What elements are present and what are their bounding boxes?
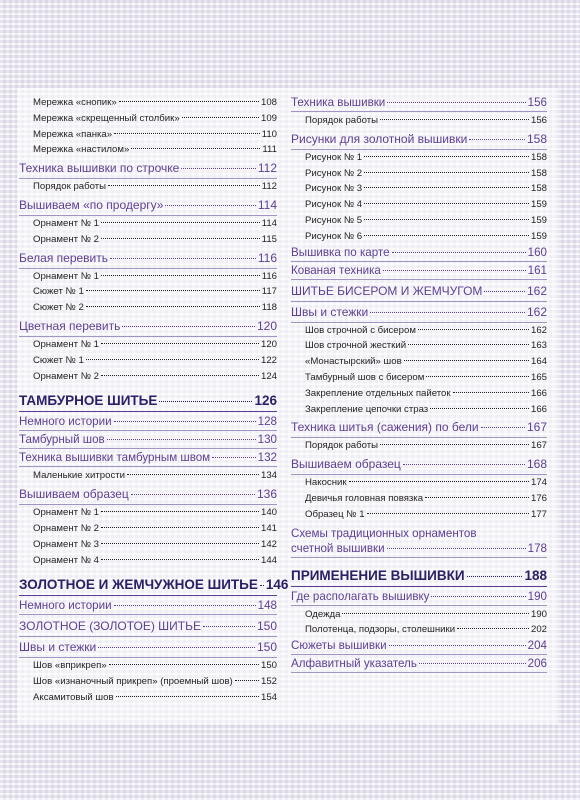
toc-page-number: 177 <box>530 508 547 520</box>
toc-subentry <box>291 213 547 229</box>
dot-leader <box>380 444 529 445</box>
toc-entry-title: Схемы традиционных орнаментов <box>291 526 477 540</box>
dot-leader <box>430 408 529 409</box>
toc-subentry <box>291 197 547 213</box>
toc-subentry <box>291 622 547 638</box>
dot-leader <box>457 628 529 629</box>
dot-leader <box>364 203 529 204</box>
toc-subentry <box>19 521 277 537</box>
dot-leader <box>101 527 259 528</box>
toc-entry-title: ЗОЛОТНОЕ (ЗОЛОТОЕ) ШИТЬЕ <box>19 619 201 634</box>
dot-leader <box>389 645 526 646</box>
toc-entry-title: Сюжет № 1 <box>33 354 84 366</box>
dot-leader <box>467 576 523 577</box>
toc-subentry <box>19 127 277 143</box>
dot-leader <box>116 696 259 697</box>
toc-section <box>291 95 547 112</box>
toc-entry-title: Рисунки для золотной вышивки <box>291 131 468 146</box>
toc-entry-title: Техника вышивки по строчке <box>19 161 180 176</box>
toc-entry-title: Вышиваем образец <box>291 457 401 472</box>
toc-entry-title: Орнамент № 1 <box>33 338 100 350</box>
toc-left-column <box>19 95 289 706</box>
toc-page-number: 150 <box>256 640 277 655</box>
toc-page-number: 176 <box>530 492 547 504</box>
toc-page-number: 120 <box>256 318 277 333</box>
toc-entry-title: Сюжет № 1 <box>33 286 84 298</box>
toc-chapter <box>19 384 277 412</box>
toc-section <box>19 316 277 337</box>
dot-leader <box>101 238 260 239</box>
toc-page-number: 158 <box>530 183 547 195</box>
dot-leader <box>107 439 256 440</box>
toc-section <box>291 589 547 606</box>
toc-entry-title: Шов «изнаночный прикреп» (проемный шов) <box>33 676 233 688</box>
toc-entry-title: Швы и стежки <box>19 640 97 655</box>
toc-entry-title: ШИТЬЕ БИСЕРОМ И ЖЕМЧУГОМ <box>291 283 483 298</box>
toc-subentry <box>19 216 277 232</box>
dot-leader <box>119 101 259 102</box>
toc-page-number: 108 <box>260 97 277 108</box>
toc-subentry <box>291 370 547 386</box>
dot-leader <box>484 291 525 292</box>
toc-page-number: 174 <box>530 477 547 489</box>
toc-page-number: 110 <box>261 128 277 140</box>
dot-leader <box>86 306 260 307</box>
toc-entry-title: Рисунок № 2 <box>305 167 363 179</box>
toc-subentry <box>19 353 277 369</box>
toc-page-number: 146 <box>265 577 289 593</box>
toc-entry-title: Орнамент № 2 <box>33 370 100 382</box>
toc-subentry <box>291 386 547 402</box>
toc-page-number: 190 <box>527 589 547 603</box>
dot-leader <box>131 148 260 149</box>
dot-leader <box>114 605 256 606</box>
dot-leader <box>364 172 529 173</box>
toc-page-number: 114 <box>257 197 277 212</box>
toc-subentry <box>291 113 547 129</box>
toc-subentry <box>19 284 277 300</box>
dot-leader <box>418 329 529 330</box>
toc-page-number: 190 <box>530 608 547 620</box>
toc-entry-title: Немного истории <box>19 415 112 429</box>
toc-page-number: 144 <box>260 554 277 566</box>
toc-entry-title: Накосник <box>305 477 347 489</box>
toc-page-number: 162 <box>526 304 547 319</box>
dot-leader <box>122 326 255 327</box>
toc-page-number: 156 <box>527 96 547 109</box>
toc-section <box>291 454 547 475</box>
toc-entry-title: ЗОЛОТНОЕ И ЖЕМЧУЖНОЕ ШИТЬЕ <box>19 577 258 593</box>
dot-leader <box>235 680 259 681</box>
toc-entry-title: Вышиваем образец <box>19 487 129 502</box>
toc-page-number: 202 <box>530 624 547 636</box>
dot-leader <box>404 360 529 361</box>
toc-entry-title: Вышивка по карте <box>291 245 390 259</box>
toc-subentry <box>19 337 277 353</box>
toc-page-number: 166 <box>530 403 547 415</box>
toc-entry-title: Образец № 1 <box>305 508 365 520</box>
toc-page-number: 134 <box>260 470 277 482</box>
dot-leader <box>165 205 255 206</box>
toc-page-number: 140 <box>260 507 277 519</box>
toc-page-number: 115 <box>261 233 277 245</box>
toc-subentry <box>19 300 277 316</box>
toc-section <box>19 598 277 615</box>
toc-entry-title: Рисунок № 6 <box>305 230 363 242</box>
dot-leader <box>182 117 259 118</box>
toc-entry-title: счетной вышивки <box>291 541 385 555</box>
toc-entry-title: Девичья головная повязка <box>305 492 424 504</box>
toc-entry-title: Сюжеты вышивки <box>291 639 387 653</box>
toc-page-number: 116 <box>261 270 277 282</box>
toc-page-number: 150 <box>260 660 277 672</box>
toc-entry-title: Маленькие хитрости <box>33 470 125 482</box>
toc-page-number: 112 <box>257 161 277 176</box>
toc-section <box>19 637 277 658</box>
toc-entry-title: Техника вышивки <box>291 96 386 109</box>
dot-leader <box>260 585 264 586</box>
dot-leader <box>127 474 259 475</box>
dot-leader <box>109 664 259 665</box>
dot-leader <box>86 290 260 291</box>
toc-page-number: 112 <box>261 181 277 193</box>
toc-entry-title: Порядок работы <box>305 440 379 452</box>
toc-entry-title: Тамбурный шов <box>19 433 105 447</box>
toc-subentry <box>291 491 547 507</box>
dot-leader <box>212 457 256 458</box>
toc-entry-title: Закрепление цепочки страз <box>305 403 429 415</box>
toc-entry-title: Рисунок № 1 <box>305 151 363 163</box>
toc-page-number: 118 <box>261 302 277 314</box>
toc-chapter <box>291 559 547 587</box>
toc-section <box>19 414 277 431</box>
toc-entry-title: Цветная перевить <box>19 318 121 333</box>
dot-leader <box>101 375 259 376</box>
toc-page-number: 158 <box>530 151 547 163</box>
toc-entry-title: ТАМБУРНОЕ ШИТЬЕ <box>19 393 158 409</box>
toc-section <box>291 638 547 655</box>
toc-entry-title: Орнамент № 3 <box>33 538 100 550</box>
toc-subentry <box>291 607 547 623</box>
toc-page-number: 109 <box>260 112 277 124</box>
toc-entry-title: Мережка «настилом» <box>33 144 130 156</box>
toc-page-number: 132 <box>257 451 277 465</box>
toc-subentry <box>291 354 547 370</box>
dot-leader <box>181 168 256 169</box>
toc-subentry <box>291 323 547 339</box>
dot-leader <box>367 513 529 514</box>
toc-entry-title: «Монастырский» шов <box>305 356 402 368</box>
toc-page-number: 158 <box>526 131 547 146</box>
toc-subentry <box>19 690 277 706</box>
dot-leader <box>86 359 259 360</box>
toc-page-number: 163 <box>530 340 547 352</box>
toc-subentry <box>291 507 547 523</box>
toc-subentry <box>19 505 277 521</box>
dot-leader <box>101 559 259 560</box>
toc-entry-title: Шов строчной жесткий <box>305 340 407 352</box>
toc-subentry <box>19 537 277 553</box>
dot-leader <box>159 401 252 402</box>
dot-leader <box>131 494 255 495</box>
toc-entry-title: Орнамент № 2 <box>33 522 100 534</box>
toc-page-number: 114 <box>261 217 277 229</box>
toc-page-number: 167 <box>526 420 547 435</box>
toc-section <box>291 281 547 302</box>
toc-subentry <box>291 229 547 245</box>
toc-entry-title: Закрепление отдельных пайеток <box>305 387 451 399</box>
toc-page-number: 204 <box>527 639 547 653</box>
toc-page-number: 166 <box>530 387 547 399</box>
toc-page-number: 160 <box>527 245 547 259</box>
toc-entry-title: Орнамент № 1 <box>33 217 100 229</box>
dot-leader <box>481 427 525 428</box>
toc-page-number: 130 <box>257 433 277 447</box>
toc-entry-title: Где располагать вышивку <box>291 589 430 603</box>
toc-section <box>19 195 277 216</box>
dot-leader <box>392 252 526 253</box>
toc-entry-title: Шов строчной с бисером <box>305 324 416 336</box>
dot-leader <box>431 596 525 597</box>
toc-entry-title: Орнамент № 2 <box>33 233 100 245</box>
toc-page-number: 122 <box>260 354 277 366</box>
toc-page-number: 162 <box>530 324 547 336</box>
toc-subentry <box>19 658 277 674</box>
toc-entry-title: Мережка «скрещенный столбик» <box>33 112 180 124</box>
dot-leader <box>108 185 260 186</box>
toc-page-number: 148 <box>257 599 277 613</box>
toc-entry-title: Немного истории <box>19 599 112 613</box>
toc-page-number: 128 <box>257 415 277 429</box>
toc-subentry <box>19 269 277 285</box>
dot-leader <box>101 511 259 512</box>
toc-entry-title: Алфавитный указатель <box>291 657 417 671</box>
toc-section <box>291 245 547 262</box>
toc-page-number: 168 <box>526 457 547 472</box>
dot-leader <box>364 156 529 157</box>
toc-entry-title: Аксамитовый шов <box>33 691 114 703</box>
toc-page-number: 124 <box>260 370 277 382</box>
toc-subentry <box>291 438 547 454</box>
toc-page-number: 159 <box>530 199 547 211</box>
dot-leader <box>408 344 529 345</box>
dot-leader <box>101 222 260 223</box>
toc-subentry <box>291 402 547 418</box>
dot-leader <box>403 464 525 465</box>
dot-leader <box>114 421 256 422</box>
dot-leader <box>387 102 525 103</box>
toc-subentry <box>19 111 277 127</box>
toc-section <box>19 616 277 637</box>
toc-entry-title: Одежда <box>305 608 341 620</box>
toc-entry-title: Рисунок № 3 <box>305 183 363 195</box>
toc-page-number: 159 <box>530 230 547 242</box>
toc-right-column <box>291 95 547 673</box>
dot-leader <box>349 481 529 482</box>
toc-subentry <box>19 179 277 195</box>
dot-leader <box>364 187 529 188</box>
toc-page-number: 142 <box>260 538 277 550</box>
toc-entry-title: Техника шитья (сажения) по бели <box>291 420 479 435</box>
toc-section <box>291 302 547 323</box>
toc-page-number: 164 <box>530 356 547 368</box>
toc-page-number: 111 <box>262 144 277 156</box>
toc-entry-title: Порядок работы <box>305 115 379 126</box>
dot-leader <box>342 613 529 614</box>
toc-subentry <box>291 181 547 197</box>
toc-entry-title: Орнамент № 1 <box>33 507 100 519</box>
dot-leader <box>114 133 260 134</box>
toc-section <box>19 484 277 505</box>
toc-entry-title: Рисунок № 5 <box>305 214 363 226</box>
dot-leader <box>101 343 259 344</box>
toc-entry-title: Орнамент № 1 <box>33 270 100 282</box>
toc-subentry <box>19 553 277 569</box>
toc-entry-title: Полотенца, подзоры, столешники <box>305 624 456 636</box>
dot-leader <box>453 392 529 393</box>
toc-entry-title: ПРИМЕНЕНИЕ ВЫШИВКИ <box>291 567 465 583</box>
toc-page-number: 167 <box>530 440 547 452</box>
toc-page-number: 156 <box>530 115 547 126</box>
dot-leader <box>98 647 255 648</box>
toc-section <box>291 523 547 541</box>
toc-section <box>291 417 547 438</box>
dot-leader <box>101 275 260 276</box>
toc-page-number: 159 <box>530 214 547 226</box>
toc-subentry <box>19 142 277 158</box>
toc-section <box>19 158 277 179</box>
dot-leader <box>101 543 259 544</box>
dot-leader <box>203 626 255 627</box>
toc-section <box>19 432 277 449</box>
toc-chapter <box>19 568 289 596</box>
toc-page-number: 154 <box>260 691 277 703</box>
toc-subentry <box>19 468 277 484</box>
toc-page-number: 141 <box>260 522 277 534</box>
toc-entry-title: Орнамент № 4 <box>33 554 100 566</box>
dot-leader <box>364 219 529 220</box>
toc-subentry <box>19 369 277 385</box>
toc-subentry <box>291 166 547 182</box>
dot-leader <box>370 312 525 313</box>
toc-subentry <box>291 475 547 491</box>
toc-page-number: 152 <box>260 676 277 688</box>
toc-section <box>291 129 547 150</box>
dot-leader <box>419 663 526 664</box>
toc-section <box>19 248 277 269</box>
toc-entry-title: Сюжет № 2 <box>33 302 84 314</box>
toc-page-number: 178 <box>527 541 547 555</box>
toc-entry-title: Мережка «панка» <box>33 128 113 140</box>
dot-leader <box>469 139 525 140</box>
toc-entry-title: Мережка «снопик» <box>33 97 117 108</box>
toc-entry-title: Техника вышивки тамбурным швом <box>19 451 211 465</box>
toc-entry-title: Кованая техника <box>291 263 381 277</box>
toc-page-number: 120 <box>260 338 277 350</box>
toc-subentry <box>291 150 547 166</box>
toc-entry-title: Вышиваем «по продергу» <box>19 197 164 212</box>
toc-subentry <box>19 232 277 248</box>
dot-leader <box>110 258 256 259</box>
toc-section <box>19 450 277 467</box>
toc-page-number: 206 <box>527 657 547 671</box>
dot-leader <box>426 376 529 377</box>
toc-page-number: 158 <box>530 167 547 179</box>
toc-page-number: 165 <box>530 371 547 383</box>
toc-section <box>291 263 547 280</box>
toc-entry-title: Рисунок № 4 <box>305 199 363 211</box>
toc-page-number: 126 <box>254 393 277 409</box>
toc-page-number: 150 <box>256 619 277 634</box>
dot-leader <box>387 548 526 549</box>
toc-entry-title: Тамбурный шов с бисером <box>305 371 425 383</box>
toc-page-number: 116 <box>257 250 277 265</box>
dot-leader <box>425 497 529 498</box>
toc-entry-title: Шов «вприкреп» <box>33 660 107 672</box>
toc-section <box>291 541 547 558</box>
toc-section <box>291 656 547 673</box>
toc-page-number: 117 <box>261 286 277 298</box>
toc-page-number: 161 <box>527 263 547 277</box>
dot-leader <box>383 270 526 271</box>
toc-subentry <box>291 338 547 354</box>
toc-entry-title: Швы и стежки <box>291 304 369 319</box>
toc-subentry <box>19 674 277 690</box>
toc-page-number: 188 <box>524 567 547 583</box>
toc-page-number: 136 <box>256 487 277 502</box>
toc-subentry <box>19 95 277 111</box>
dot-leader <box>380 119 529 120</box>
toc-entry-title: Порядок работы <box>33 181 107 193</box>
dot-leader <box>364 235 529 236</box>
toc-page-number: 162 <box>526 283 547 298</box>
toc-entry-title: Белая перевить <box>19 250 109 265</box>
